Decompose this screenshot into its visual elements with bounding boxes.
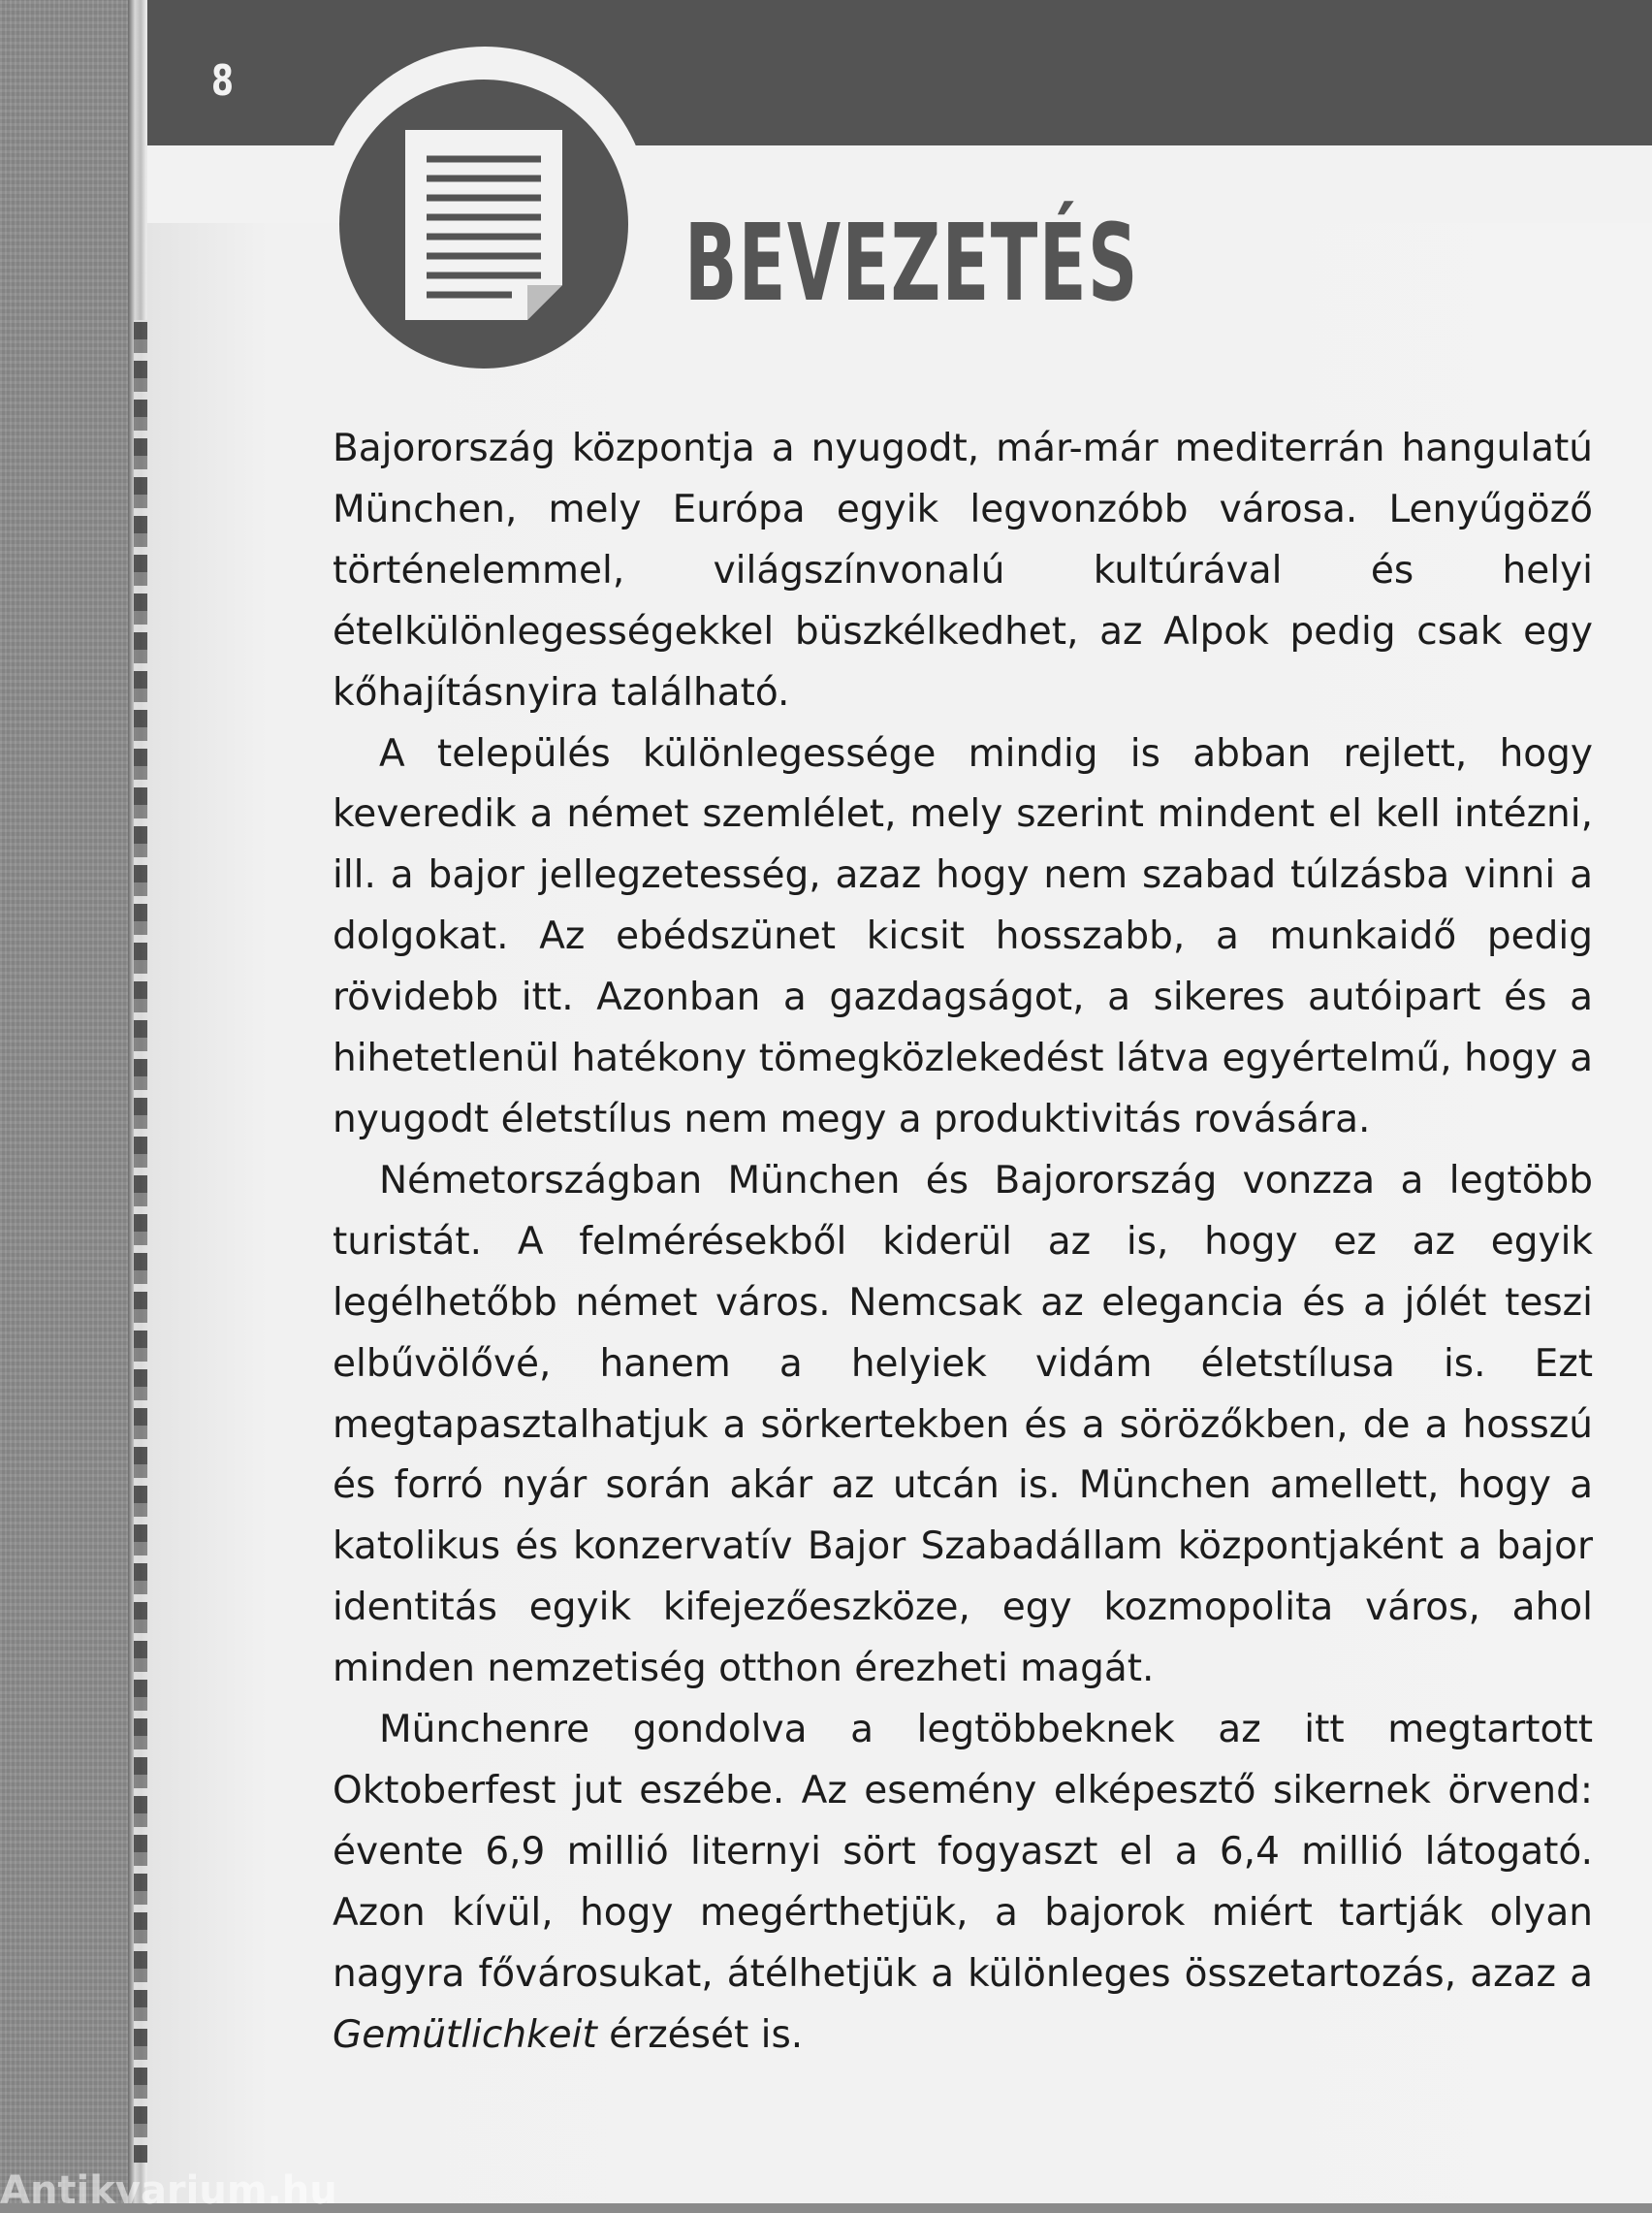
paragraph	[333, 1151, 1593, 1700]
text-run: érzését is.	[596, 2012, 804, 2057]
document-icon	[405, 130, 562, 320]
watermark: Antikvarium.hu	[0, 2168, 337, 2213]
paragraph	[333, 419, 1593, 724]
text-run: Németországban München és Bajorország vonzza a legtöbb turistát. A felmérésekből kiderül az is, hogy ez az egyik legélhetőbb német város. Nemcsak az elegancia és a jólét teszi elbűvölővé, hanem a helyiek vidám életstílusa is. Ezt megtapasztalhatjuk a sörkertekben és a sörözőkben, de a hosszú és forró nyár során akár az utcán is. München amellett, hogy a katolikus és konzervatív Bajor Szabadállam központjaként a bajor identitás egyik kifejezőeszköze, egy kozmopolita város, ahol minden nemzetiség otthon érezheti magát.	[333, 1158, 1593, 1691]
section-icon-badge	[339, 80, 628, 369]
text-run: Münchenre gondolva a legtöbbeknek az itt megtartott Oktoberfest jut eszébe. Az esemény elképesztő sikernek örvend: évente 6,9 millió liternyi sört fogyaszt el a 6,4 millió látogató. Azon kívül, hogy megérthetjük, a bajorok miért tartják olyan nagyra fővárosukat, átélhetjük a különleges összetartozás, azaz a	[333, 1708, 1593, 1996]
background-texture	[0, 0, 145, 2203]
page-edge-stack	[134, 320, 147, 2163]
paragraph	[333, 1700, 1593, 2066]
text-run: A település különlegessége mindig is abban rejlett, hogy keveredik a német szemlélet, mely szerint mindent el kell intézni, ill. a bajor jellegzetesség, azaz hogy nem szabad túlzásba vinni a dolgokat. Az ebédszünet kicsit hosszabb, a munkaidő pedig rövidebb itt. Azonban a gazdagságot, a sikeres autóipart és a hihetetlenül hatékony tömegközlekedést látva egyértelmű, hogy a nyugodt életstílus nem megy a produktivitás rovására.	[333, 731, 1593, 1141]
text-run: Bajorország központja a nyugodt, már-már mediterrán hangulatú München, mely Európa egyik legvonzóbb városa. Lenyűgöző történelemmel, világszínvonalú kultúrával és helyi ételkülönlegességekkel büszkélkedhet, az Alpok pedig csak egy kőhajításnyira található.	[333, 427, 1593, 715]
italic-term: Gemütlichkeit	[333, 2012, 597, 2057]
paragraph	[333, 724, 1593, 1151]
page-number: 8	[211, 56, 234, 106]
body-text	[333, 419, 1593, 2066]
section-title: BEVEZETÉS	[684, 201, 1139, 325]
